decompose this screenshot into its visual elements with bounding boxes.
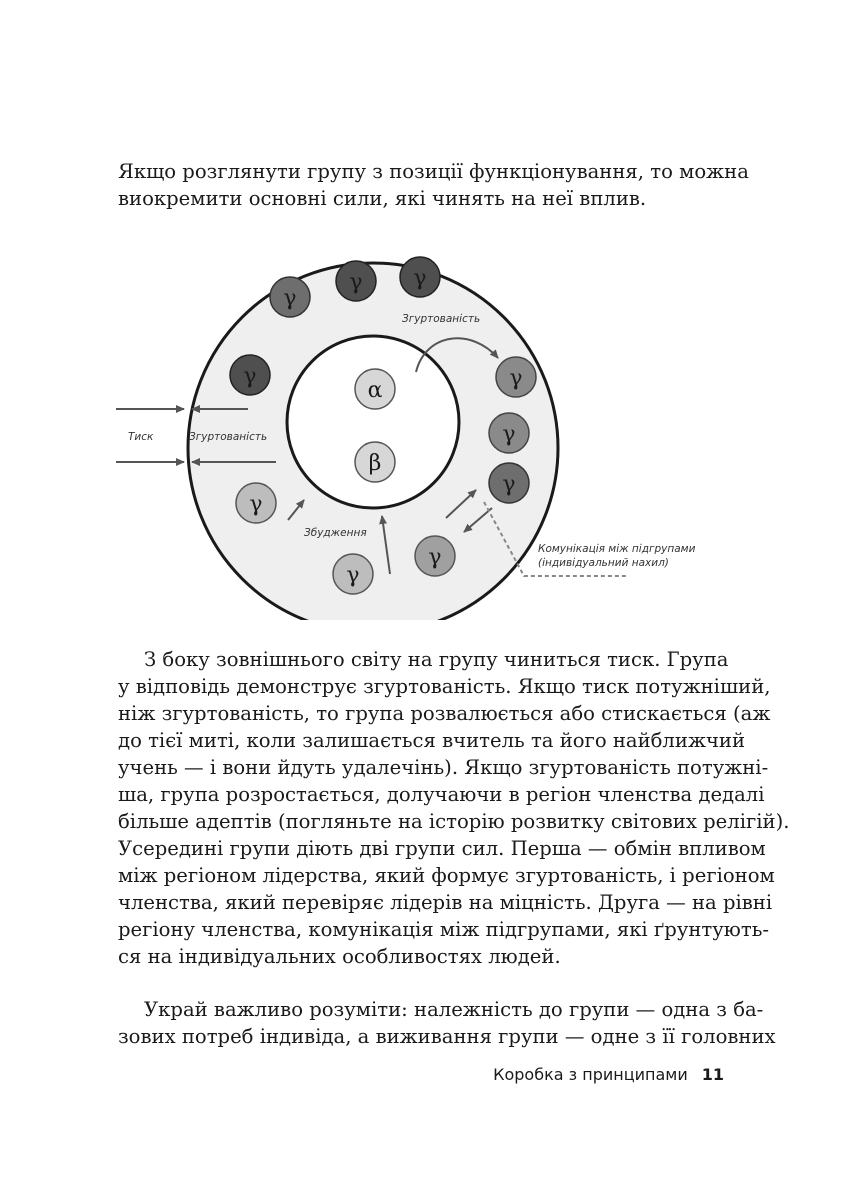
- gamma-symbol: γ: [509, 366, 523, 391]
- gamma-node: [489, 413, 529, 453]
- gamma-node: [400, 257, 440, 297]
- body-line: ша, група розростається, долучаючи в регіон членства дедалі: [118, 783, 765, 806]
- gamma-symbol: γ: [413, 266, 427, 291]
- beta-symbol: β: [368, 451, 382, 476]
- body-line: членства, який перевіряє лідерів на міцність. Друга — на рівні: [118, 891, 773, 914]
- intro-line: Якщо розглянути групу з позиції функціонування, то можна: [118, 160, 749, 183]
- body-line: учень — і вони йдуть удалечінь). Якщо згуртованість потужні-: [118, 756, 769, 779]
- gamma-symbol: γ: [249, 492, 263, 517]
- running-title: Коробка з принципами: [493, 1065, 688, 1084]
- body-line: З боку зовнішнього світу на групу чиниться тиск. Група: [144, 648, 729, 671]
- beta-node: [355, 442, 395, 482]
- body-line: ся на індивідуальних особливостях людей.: [118, 945, 561, 968]
- gamma-symbol: γ: [502, 472, 516, 497]
- running-footer: [493, 1065, 724, 1084]
- gamma-node: [230, 355, 270, 395]
- gamma-symbol: γ: [428, 545, 442, 570]
- body-line: більше адептів (погляньте на історію розвитку світових релігій).: [118, 810, 790, 833]
- body-line: між регіоном лідерства, який формує згуртованість, і регіоном: [118, 864, 775, 887]
- gamma-symbol: γ: [502, 422, 516, 447]
- gamma-node: [336, 261, 376, 301]
- group-forces-diagram: [100, 240, 740, 620]
- body-line: у відповідь демонструє згуртованість. Якщо тиск потужніший,: [118, 675, 771, 698]
- gamma-symbol: γ: [349, 270, 363, 295]
- gamma-symbol: γ: [346, 563, 360, 588]
- alpha-node: [355, 369, 395, 409]
- body-line: ніж згуртованість, то група розвалюється або стискається (аж: [118, 702, 771, 725]
- gamma-node: [270, 277, 310, 317]
- gamma-node: [489, 463, 529, 503]
- page-number: 11: [701, 1065, 724, 1084]
- gamma-node: [496, 357, 536, 397]
- gamma-symbol: γ: [283, 286, 297, 311]
- body-line: Украй важливо розуміти: належність до групи — одна з ба-: [144, 998, 764, 1021]
- arousal-label: Збудження: [304, 527, 367, 539]
- communication-sublabel: (індивідуальний нахил): [538, 557, 669, 569]
- cohesion-label-left: Згуртованість: [189, 431, 268, 443]
- body-line: регіону членства, комунікація між підгрупами, які ґрунтують-: [118, 918, 769, 941]
- second-paragraph: [118, 996, 776, 1050]
- gamma-node: [333, 554, 373, 594]
- gamma-node: [415, 536, 455, 576]
- gamma-node: [236, 483, 276, 523]
- intro-paragraph: [118, 158, 749, 212]
- pressure-label: Тиск: [128, 431, 154, 443]
- intro-line: виокремити основні сили, які чинять на неї вплив.: [118, 187, 647, 210]
- body-line: до тієї миті, коли залишається вчитель та його найближчий: [118, 729, 746, 752]
- body-line: зових потреб індивіда, а виживання групи — одне з її головних: [118, 1025, 776, 1048]
- communication-label: Комунікація між підгрупами: [538, 543, 696, 555]
- alpha-symbol: α: [367, 378, 383, 403]
- gamma-symbol: γ: [243, 364, 257, 389]
- body-line: Усередині групи діють дві групи сил. Перша — обмін впливом: [118, 837, 766, 860]
- cohesion-label-top: Згуртованість: [402, 313, 481, 325]
- body-paragraph: [118, 646, 790, 970]
